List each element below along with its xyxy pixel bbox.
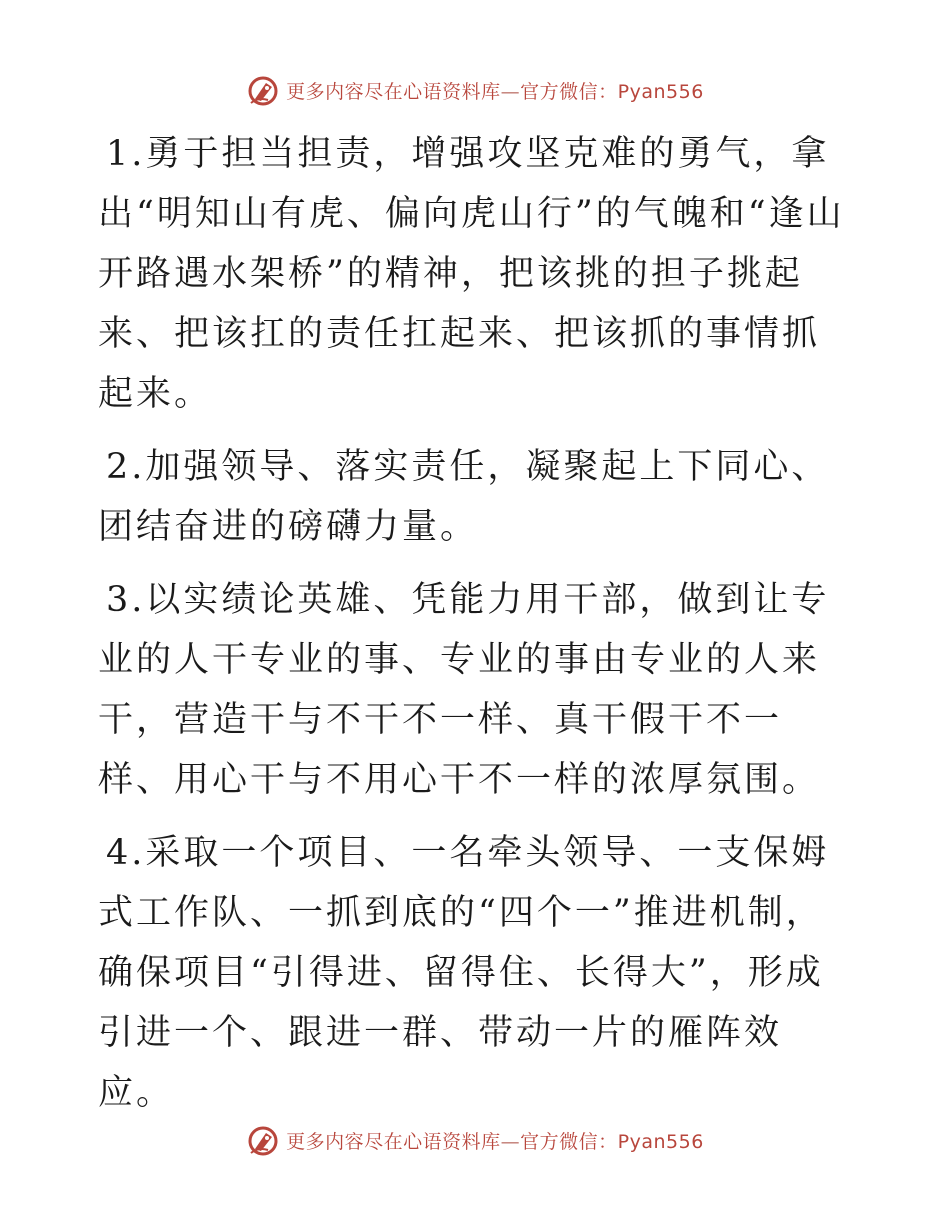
paragraph-4: 4.采取一个项目、一名牵头领导、一支保姆式工作队、一抓到底的“四个一”推进机制，确保项目“引得进、留得住、长得大”，形成引进一个、跟进一群、带动一片的雁阵效应。 xyxy=(98,833,830,1113)
header-banner xyxy=(0,70,950,110)
footer-banner xyxy=(0,1120,950,1160)
footer-banner-inner xyxy=(246,1123,704,1157)
document-body xyxy=(98,124,850,1136)
pen-nib-logo-icon xyxy=(246,1123,280,1157)
header-banner-dash: — xyxy=(500,80,521,103)
paragraph-3: 3.以实绩论英雄、凭能力用干部，做到让专业的人干专业的事、专业的事由专业的人来干，营造干与不干不一样、真干假干不一样、用心干与不用心干不一样的浓厚氛围。 xyxy=(98,580,830,800)
paragraph-2: 2.加强领导、落实责任，凝聚起上下同心、团结奋进的磅礴力量。 xyxy=(98,447,830,547)
footer-banner-contact: 官方微信：Pyan556 xyxy=(520,1130,704,1153)
footer-banner-text xyxy=(286,1127,704,1154)
footer-banner-dash: — xyxy=(500,1130,521,1153)
header-banner-lead: 更多内容尽在心语资料库 xyxy=(286,80,501,103)
header-banner-inner xyxy=(246,73,704,107)
header-banner-contact: 官方微信：Pyan556 xyxy=(520,80,704,103)
pen-nib-logo-icon xyxy=(246,73,280,107)
footer-banner-lead: 更多内容尽在心语资料库 xyxy=(286,1130,501,1153)
paragraph-1: 1.勇于担当担责，增强攻坚克难的勇气，拿出“明知山有虎、偏向虎山行”的气魄和“逢山开路遇水架桥”的精神，把该挑的担子挑起来、把该扛的责任扛起来、把该抓的事情抓起来。 xyxy=(98,134,845,414)
header-banner-text xyxy=(286,77,704,104)
